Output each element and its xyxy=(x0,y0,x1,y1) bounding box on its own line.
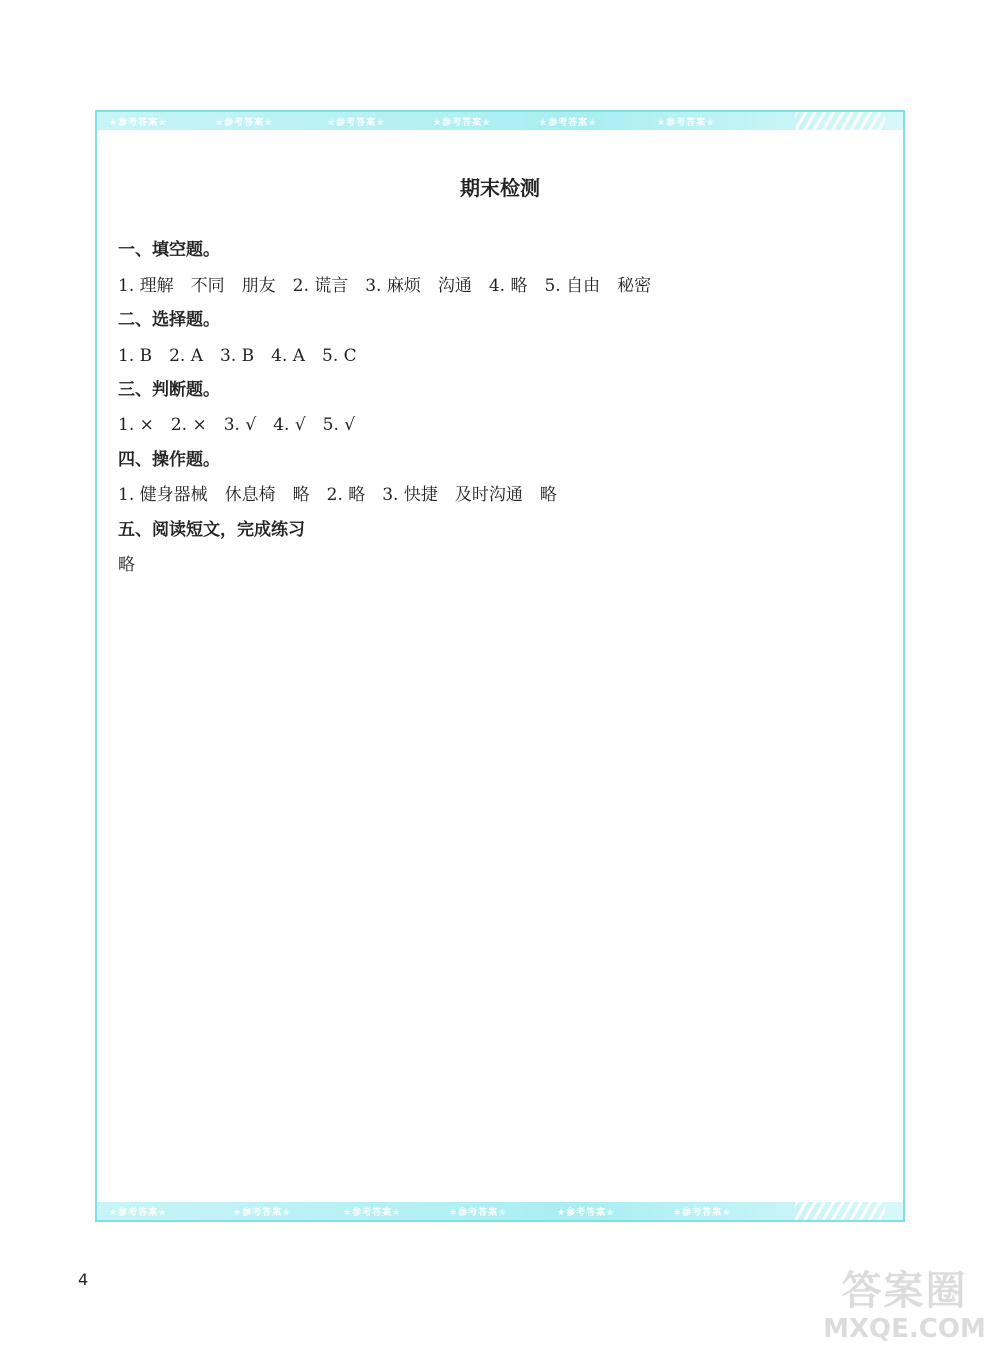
section-answer: 1. 健身器械 休息椅 略 2. 略 3. 快捷 及时沟通 略 xyxy=(118,485,557,505)
banner-tag: ★参考答案★ xyxy=(109,1208,168,1218)
banner-tag: ★参考答案★ xyxy=(215,118,274,128)
bottom-banner xyxy=(97,1202,903,1220)
banner-tag: ★参考答案★ xyxy=(539,118,598,128)
section-answer: 略 xyxy=(118,555,135,575)
section-heading: 三、判断题。 xyxy=(118,380,220,400)
banner-tag: ★参考答案★ xyxy=(233,1208,292,1218)
banner-tag: ★参考答案★ xyxy=(449,1208,508,1218)
section-heading: 二、选择题。 xyxy=(118,310,220,330)
banner-tag: ★参考答案★ xyxy=(433,118,492,128)
section-heading: 四、操作题。 xyxy=(118,450,220,470)
top-banner xyxy=(97,112,903,130)
page-number: 4 xyxy=(78,1270,89,1289)
watermark-url: MXQE.COM xyxy=(823,1314,986,1344)
banner-tag: ★参考答案★ xyxy=(673,1208,732,1218)
section-answer: 1. 理解 不同 朋友 2. 谎言 3. 麻烦 沟通 4. 略 5. 自由 秘密 xyxy=(118,276,652,296)
banner-tag: ★参考答案★ xyxy=(557,1208,616,1218)
section-heading: 一、填空题。 xyxy=(118,240,220,260)
watermark-title: 答案圈 xyxy=(841,1268,968,1314)
banner-tag: ★参考答案★ xyxy=(343,1208,402,1218)
page-title: 期末检测 xyxy=(460,176,540,200)
section-heading: 五、阅读短文，完成练习 xyxy=(118,520,305,540)
banner-tag: ★参考答案★ xyxy=(657,118,716,128)
stripes-decoration xyxy=(795,1202,885,1220)
stripes-decoration xyxy=(795,112,885,130)
section-answer: 1. × 2. × 3. √ 4. √ 5. √ xyxy=(118,415,356,435)
section-answer: 1. B 2. A 3. B 4. A 5. C xyxy=(118,346,357,366)
watermark-logo xyxy=(817,1268,992,1348)
banner-tag: ★参考答案★ xyxy=(109,118,168,128)
banner-tag: ★参考答案★ xyxy=(327,118,386,128)
